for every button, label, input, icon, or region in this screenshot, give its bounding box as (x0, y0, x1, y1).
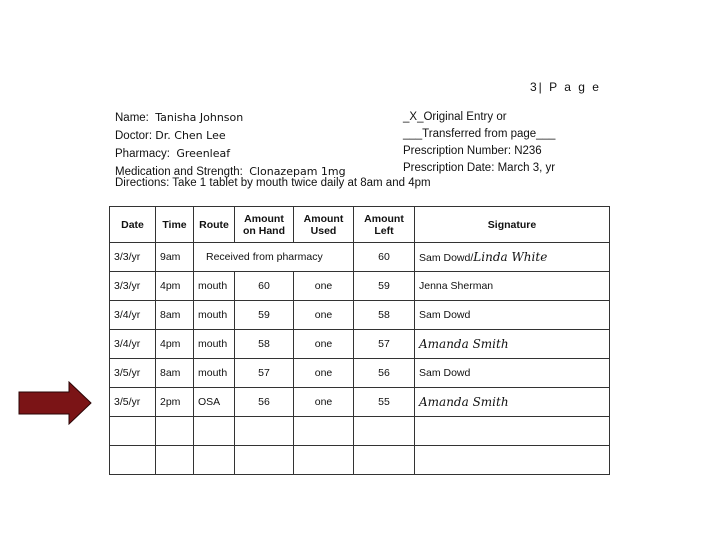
table-row (110, 330, 610, 359)
col-time: Time (156, 207, 194, 243)
cell-used: one (294, 388, 354, 417)
col-amount-used: Amount Used (294, 207, 354, 243)
cell-used: one (294, 272, 354, 301)
cell-used: one (294, 359, 354, 388)
table-row (110, 359, 610, 388)
table-row-empty (110, 446, 610, 475)
cell-signature: Sam Dowd (415, 359, 610, 388)
cell-left: 57 (354, 330, 415, 359)
cell-received: Received from pharmacy (194, 243, 354, 272)
cell-on-hand: 59 (235, 301, 294, 330)
prescription-number: Prescription Number: N236 (403, 145, 542, 157)
cell-time: 2pm (156, 388, 194, 417)
cell-time: 4pm (156, 272, 194, 301)
cell-route: mouth (194, 330, 235, 359)
page-number: 3| P a g e (530, 80, 601, 94)
cell-date: 3/4/yr (110, 301, 156, 330)
medication-administration-log (109, 206, 610, 475)
doctor-line (115, 127, 346, 145)
cell-signature: Sam Dowd (415, 301, 610, 330)
medication-label: Medication and Strength: (115, 166, 243, 178)
cell-on-hand: 57 (235, 359, 294, 388)
cell-time: 4pm (156, 330, 194, 359)
prescription-info (403, 109, 555, 177)
col-signature: Signature (415, 207, 610, 243)
cell-left: 59 (354, 272, 415, 301)
cell-left: 60 (354, 243, 415, 272)
arrow-right-icon (18, 381, 92, 425)
pharmacy-name: Greenleaf (176, 147, 231, 160)
patient-info (115, 109, 346, 181)
pharmacy-label: Pharmacy: (115, 148, 170, 160)
cell-signature: Sam Dowd/Linda White (415, 243, 610, 272)
cell-date: 3/3/yr (110, 243, 156, 272)
table-row (110, 243, 610, 272)
cell-date: 3/5/yr (110, 359, 156, 388)
cell-signature: Jenna Sherman (415, 272, 610, 301)
table-row (110, 301, 610, 330)
cell-route: mouth (194, 272, 235, 301)
cell-on-hand: 58 (235, 330, 294, 359)
cell-on-hand: 60 (235, 272, 294, 301)
arrow-shape (19, 382, 91, 424)
cell-route: OSA (194, 388, 235, 417)
pharmacy-line (115, 145, 346, 163)
doctor-name: Dr. Chen Lee (155, 129, 226, 142)
col-amount-left: Amount Left (354, 207, 415, 243)
table-row (110, 388, 610, 417)
cell-used: one (294, 330, 354, 359)
cell-date: 3/4/yr (110, 330, 156, 359)
cell-signature: Amanda Smith (415, 330, 610, 359)
cell-left: 58 (354, 301, 415, 330)
patient-name: Tanisha Johnson (155, 111, 244, 124)
cell-route: mouth (194, 301, 235, 330)
table-row-empty (110, 417, 610, 446)
table-header-row (110, 207, 610, 243)
cell-used: one (294, 301, 354, 330)
cell-time: 8am (156, 301, 194, 330)
name-label: Name: (115, 112, 149, 124)
cell-date: 3/3/yr (110, 272, 156, 301)
directions: Directions: Take 1 tablet by mouth twice daily at 8am and 4pm (115, 177, 431, 189)
cell-on-hand: 56 (235, 388, 294, 417)
table-row (110, 272, 610, 301)
cell-signature: Amanda Smith (415, 388, 610, 417)
prescription-date: Prescription Date: March 3, yr (403, 162, 556, 174)
name-line (115, 109, 346, 127)
cell-date: 3/5/yr (110, 388, 156, 417)
col-amount-on-hand: Amount on Hand (235, 207, 294, 243)
doctor-label: Doctor: (115, 130, 153, 142)
cell-left: 55 (354, 388, 415, 417)
col-route: Route (194, 207, 235, 243)
transferred-from-page: ___Transferred from page___ (403, 128, 556, 140)
original-entry: _X_Original Entry or (403, 111, 507, 123)
cell-time: 8am (156, 359, 194, 388)
cell-left: 56 (354, 359, 415, 388)
cell-time: 9am (156, 243, 194, 272)
col-date: Date (110, 207, 156, 243)
medication-value: Clonazepam 1mg (249, 165, 346, 178)
cell-route: mouth (194, 359, 235, 388)
